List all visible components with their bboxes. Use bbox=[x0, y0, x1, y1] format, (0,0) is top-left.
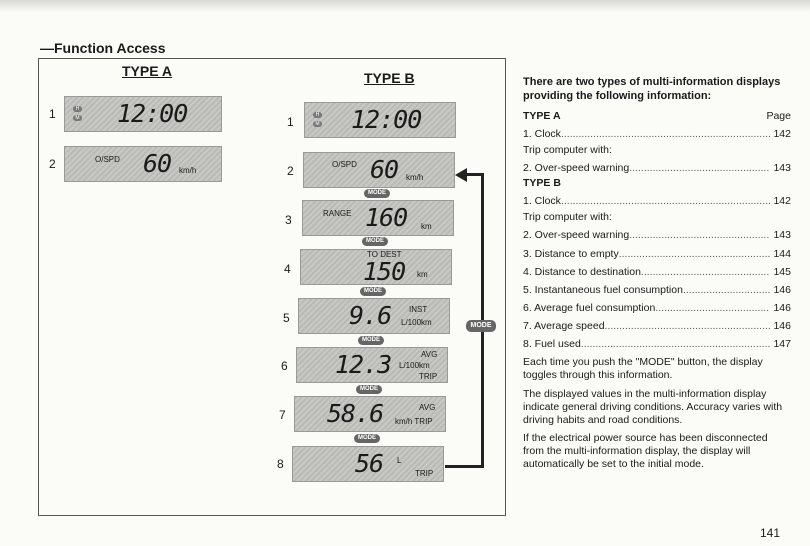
leader-dots bbox=[619, 248, 771, 261]
label: TO DEST bbox=[367, 250, 402, 259]
lcd-avg-fuel bbox=[296, 347, 448, 383]
lcd-overspeed bbox=[64, 146, 222, 182]
page-label: Page bbox=[766, 109, 791, 122]
value: 150 bbox=[363, 257, 406, 286]
list-item bbox=[523, 128, 791, 141]
leader-dots bbox=[629, 229, 770, 242]
section-title: —Function Access bbox=[40, 40, 166, 56]
mode-button-icon: MODE bbox=[466, 320, 496, 332]
loop-line bbox=[445, 465, 484, 468]
lcd-to-dest bbox=[300, 249, 452, 285]
unit: L/100km bbox=[399, 361, 430, 370]
clock-value: 12:00 bbox=[117, 99, 188, 128]
label: O/SPD bbox=[95, 155, 120, 164]
display-number: 7 bbox=[279, 408, 286, 422]
trip-with: Trip computer with: bbox=[523, 211, 612, 224]
value: 12.3 bbox=[335, 350, 392, 379]
trip-with: Trip computer with: bbox=[523, 143, 612, 156]
item-page: 146 bbox=[773, 301, 791, 314]
display-number: 2 bbox=[287, 164, 294, 178]
item-label: 7. Average speed bbox=[523, 320, 605, 332]
tag: INST bbox=[409, 305, 428, 314]
tag: AVG bbox=[419, 403, 436, 412]
hour-icon: H bbox=[73, 106, 82, 112]
minute-icon: M bbox=[313, 121, 322, 127]
label: O/SPD bbox=[332, 160, 357, 169]
label: RANGE bbox=[323, 209, 352, 218]
item-page: 146 bbox=[773, 320, 791, 332]
paragraph: If the electrical power source has been disconnected from the multi-information display, the display will automatically be set to the initial mode. bbox=[523, 431, 768, 471]
intro: There are two types of multi-information displays providing the following information: bbox=[523, 76, 781, 102]
leader-dots bbox=[655, 302, 770, 315]
display-number: 1 bbox=[49, 107, 56, 121]
lcd-avg-speed bbox=[294, 396, 446, 432]
list-item bbox=[523, 302, 791, 315]
paragraph: Each time you push the "MODE" button, the display toggles through this information. bbox=[523, 356, 763, 382]
unit: km/h TRIP bbox=[395, 417, 433, 426]
tag: TRIP bbox=[419, 372, 438, 381]
list-item bbox=[523, 320, 791, 333]
list-item bbox=[523, 229, 791, 242]
item-page: 145 bbox=[773, 265, 791, 278]
leader-dots bbox=[581, 338, 771, 351]
display-number: 2 bbox=[49, 157, 56, 171]
value: 60 bbox=[370, 155, 399, 184]
display-number: 1 bbox=[287, 115, 294, 129]
display-number: 5 bbox=[283, 311, 290, 325]
info-text bbox=[523, 76, 791, 471]
display-number: 6 bbox=[281, 359, 288, 373]
list-item bbox=[523, 195, 791, 208]
item-page: 142 bbox=[773, 195, 791, 208]
item-page: 147 bbox=[773, 338, 791, 351]
lcd-fuel-used bbox=[292, 446, 444, 482]
list-item bbox=[523, 248, 791, 261]
list-item bbox=[523, 338, 791, 351]
leader-dots bbox=[605, 320, 771, 333]
value: 12:00 bbox=[351, 105, 422, 134]
value: 160 bbox=[365, 203, 408, 232]
lcd-clock bbox=[64, 96, 222, 132]
minute-icon: M bbox=[73, 115, 82, 121]
item-label: 6. Average fuel consumption bbox=[523, 301, 656, 314]
value: 9.6 bbox=[349, 301, 392, 330]
tag: AVG bbox=[421, 350, 438, 359]
lcd-inst-fuel bbox=[298, 298, 450, 334]
mode-button-icon: MODE bbox=[362, 237, 388, 246]
unit: km bbox=[417, 270, 428, 279]
page-edge-shade bbox=[0, 0, 810, 12]
list-item bbox=[523, 266, 791, 279]
leader-dots bbox=[641, 266, 771, 279]
value: 58.6 bbox=[327, 399, 384, 428]
list-item bbox=[523, 284, 791, 297]
mode-button-icon: MODE bbox=[360, 287, 386, 296]
leader-dots bbox=[561, 128, 771, 141]
item-label: 1. Clock bbox=[523, 195, 561, 208]
type-b-heading: TYPE B bbox=[523, 177, 561, 189]
list-item bbox=[523, 162, 791, 175]
display-number: 4 bbox=[284, 262, 291, 276]
item-label: 1. Clock bbox=[523, 127, 561, 140]
unit: L bbox=[397, 456, 402, 465]
type-a-heading: TYPE A bbox=[523, 109, 561, 122]
mode-button-icon: MODE bbox=[364, 189, 390, 198]
leader-dots bbox=[683, 284, 771, 297]
item-label: 3. Distance to empty bbox=[523, 247, 619, 260]
item-label: 2. Over-speed warning bbox=[523, 161, 630, 174]
hour-icon: H bbox=[313, 112, 322, 118]
display-number: 8 bbox=[277, 457, 284, 471]
type-a-heading: TYPE A bbox=[122, 63, 173, 79]
type-b-heading: TYPE B bbox=[364, 70, 415, 86]
unit: km bbox=[421, 222, 432, 231]
arrow-head-icon bbox=[455, 168, 467, 182]
lcd-clock bbox=[304, 102, 456, 138]
page-number: 141 bbox=[760, 526, 781, 540]
mode-button-icon: MODE bbox=[358, 336, 384, 345]
item-page: 142 bbox=[773, 127, 791, 140]
loop-line bbox=[466, 173, 484, 176]
lcd-range bbox=[302, 200, 454, 236]
item-page: 144 bbox=[773, 247, 791, 260]
unit: km/h bbox=[406, 173, 424, 182]
value: 60 bbox=[143, 149, 172, 178]
lcd-overspeed bbox=[303, 152, 455, 188]
leader-dots bbox=[561, 195, 771, 208]
item-label: 5. Instantaneous fuel consumption bbox=[523, 283, 683, 296]
leader-dots bbox=[629, 162, 770, 175]
paragraph: The displayed values in the multi-information display indicate general driving conditions. Accuracy varies with driving habits and road conditions. bbox=[523, 387, 783, 426]
mode-button-icon: MODE bbox=[354, 434, 380, 443]
unit: L/100km bbox=[401, 318, 432, 327]
mode-button-icon: MODE bbox=[356, 385, 382, 394]
item-page: 143 bbox=[773, 229, 791, 242]
value: 56 bbox=[355, 449, 384, 478]
item-page: 143 bbox=[773, 161, 791, 174]
item-page: 146 bbox=[773, 283, 791, 296]
tag: TRIP bbox=[415, 469, 434, 478]
item-label: 4. Distance to destination bbox=[523, 265, 641, 278]
display-number: 3 bbox=[285, 213, 292, 227]
item-label: 8. Fuel used bbox=[523, 338, 581, 351]
item-label: 2. Over-speed warning bbox=[523, 229, 630, 242]
unit: km/h bbox=[179, 166, 197, 175]
